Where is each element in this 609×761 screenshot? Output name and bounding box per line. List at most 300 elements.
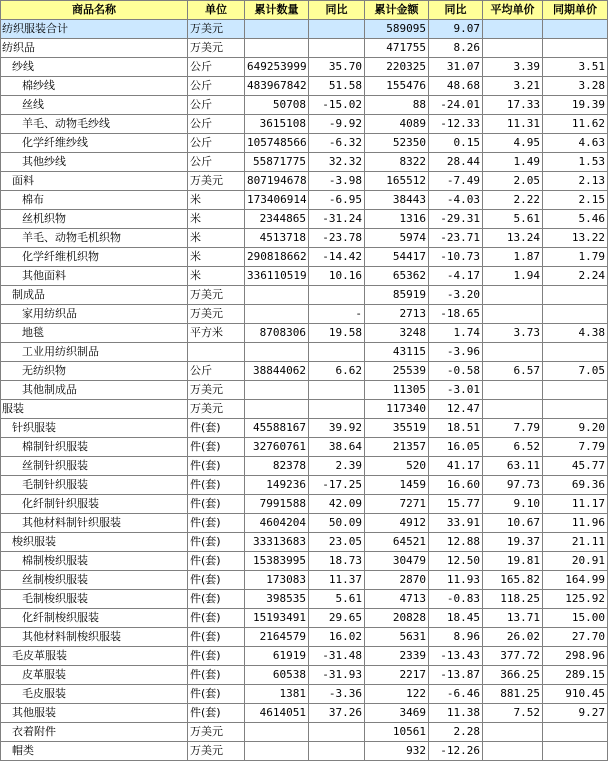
product-name-cell: 家用纺织品 — [1, 305, 188, 324]
prev-price-cell — [543, 400, 608, 419]
unit-cell: 件(套) — [188, 495, 245, 514]
qty-yoy-cell: -31.48 — [309, 647, 365, 666]
table-row — [1, 229, 608, 248]
prev-price-cell: 7.79 — [543, 438, 608, 457]
product-name-cell: 棉纱线 — [1, 77, 188, 96]
product-name-cell: 无纺织物 — [1, 362, 188, 381]
avg-price-cell: 13.71 — [483, 609, 543, 628]
unit-cell: 件(套) — [188, 609, 245, 628]
qty-cell: 3615108 — [245, 115, 309, 134]
avg-price-cell: 881.25 — [483, 685, 543, 704]
table-row — [1, 115, 608, 134]
qty-cell — [245, 343, 309, 362]
avg-price-cell: 26.02 — [483, 628, 543, 647]
table-row — [1, 704, 608, 723]
unit-cell: 件(套) — [188, 457, 245, 476]
qty-cell — [245, 723, 309, 742]
prev-price-cell: 2.24 — [543, 267, 608, 286]
qty-yoy-cell: -31.24 — [309, 210, 365, 229]
avg-price-cell: 19.81 — [483, 552, 543, 571]
amount-yoy-cell: -29.31 — [429, 210, 483, 229]
avg-price-cell — [483, 381, 543, 400]
amount-yoy-cell: 12.88 — [429, 533, 483, 552]
unit-cell: 万美元 — [188, 381, 245, 400]
table-row — [1, 96, 608, 115]
avg-price-cell: 2.22 — [483, 191, 543, 210]
avg-price-cell: 3.73 — [483, 324, 543, 343]
prev-price-cell: 9.27 — [543, 704, 608, 723]
qty-cell — [245, 400, 309, 419]
amount-cell: 7271 — [365, 495, 429, 514]
qty-yoy-cell: 50.09 — [309, 514, 365, 533]
amount-cell: 30479 — [365, 552, 429, 571]
amount-cell: 5974 — [365, 229, 429, 248]
table-row — [1, 191, 608, 210]
table-row — [1, 172, 608, 191]
table-row — [1, 343, 608, 362]
avg-price-cell: 6.52 — [483, 438, 543, 457]
prev-price-cell: 15.00 — [543, 609, 608, 628]
unit-cell: 米 — [188, 267, 245, 286]
product-name-cell: 其他服装 — [1, 704, 188, 723]
qty-yoy-cell — [309, 20, 365, 39]
qty-yoy-cell: -3.36 — [309, 685, 365, 704]
prev-price-cell: 910.45 — [543, 685, 608, 704]
prev-price-cell — [543, 381, 608, 400]
amount-yoy-cell: 11.38 — [429, 704, 483, 723]
table-row — [1, 647, 608, 666]
amount-cell: 1459 — [365, 476, 429, 495]
prev-price-cell: 298.96 — [543, 647, 608, 666]
qty-yoy-cell: 37.26 — [309, 704, 365, 723]
qty-yoy-cell: 11.37 — [309, 571, 365, 590]
col-header-avg-price: 平均单价 — [483, 1, 543, 20]
qty-cell: 649253999 — [245, 58, 309, 77]
qty-cell: 45588167 — [245, 419, 309, 438]
avg-price-cell: 2.05 — [483, 172, 543, 191]
amount-cell: 38443 — [365, 191, 429, 210]
qty-cell: 173406914 — [245, 191, 309, 210]
prev-price-cell: 11.17 — [543, 495, 608, 514]
prev-price-cell: 13.22 — [543, 229, 608, 248]
amount-cell: 4089 — [365, 115, 429, 134]
amount-yoy-cell: 16.05 — [429, 438, 483, 457]
table-row — [1, 324, 608, 343]
amount-yoy-cell: -0.58 — [429, 362, 483, 381]
avg-price-cell: 377.72 — [483, 647, 543, 666]
amount-yoy-cell: -3.01 — [429, 381, 483, 400]
amount-yoy-cell: -12.33 — [429, 115, 483, 134]
unit-cell: 公斤 — [188, 362, 245, 381]
prev-price-cell: 4.38 — [543, 324, 608, 343]
amount-cell: 21357 — [365, 438, 429, 457]
product-name-cell: 化学纤维纱线 — [1, 134, 188, 153]
amount-cell: 11305 — [365, 381, 429, 400]
table-row — [1, 400, 608, 419]
qty-cell: 15383995 — [245, 552, 309, 571]
product-name-cell: 针织服装 — [1, 419, 188, 438]
amount-cell: 8322 — [365, 153, 429, 172]
amount-yoy-cell: -4.03 — [429, 191, 483, 210]
qty-cell — [245, 742, 309, 761]
avg-price-cell: 3.39 — [483, 58, 543, 77]
prev-price-cell: 27.70 — [543, 628, 608, 647]
unit-cell: 米 — [188, 248, 245, 267]
product-name-cell: 化学纤维机织物 — [1, 248, 188, 267]
table-row — [1, 514, 608, 533]
qty-yoy-cell: -23.78 — [309, 229, 365, 248]
qty-cell: 61919 — [245, 647, 309, 666]
qty-yoy-cell — [309, 723, 365, 742]
prev-price-cell: 3.28 — [543, 77, 608, 96]
amount-cell: 65362 — [365, 267, 429, 286]
table-row — [1, 476, 608, 495]
qty-cell — [245, 20, 309, 39]
qty-yoy-cell: 35.70 — [309, 58, 365, 77]
unit-cell: 米 — [188, 191, 245, 210]
amount-cell: 54417 — [365, 248, 429, 267]
avg-price-cell: 9.10 — [483, 495, 543, 514]
table-row — [1, 305, 608, 324]
unit-cell: 件(套) — [188, 647, 245, 666]
product-name-cell: 纺织品 — [1, 39, 188, 58]
qty-cell: 4513718 — [245, 229, 309, 248]
prev-price-cell: 5.46 — [543, 210, 608, 229]
amount-yoy-cell: -12.26 — [429, 742, 483, 761]
amount-yoy-cell: 18.51 — [429, 419, 483, 438]
product-name-cell: 帽类 — [1, 742, 188, 761]
amount-cell: 88 — [365, 96, 429, 115]
prev-price-cell: 7.05 — [543, 362, 608, 381]
table-row — [1, 495, 608, 514]
unit-cell: 公斤 — [188, 58, 245, 77]
unit-cell: 万美元 — [188, 305, 245, 324]
product-name-cell: 丝机织物 — [1, 210, 188, 229]
prev-price-cell: 19.39 — [543, 96, 608, 115]
amount-yoy-cell: 0.15 — [429, 134, 483, 153]
col-header-amount-yoy: 同比 — [429, 1, 483, 20]
unit-cell: 公斤 — [188, 77, 245, 96]
qty-yoy-cell: -17.25 — [309, 476, 365, 495]
qty-yoy-cell — [309, 39, 365, 58]
table-row — [1, 457, 608, 476]
qty-yoy-cell — [309, 343, 365, 362]
table-row — [1, 533, 608, 552]
amount-yoy-cell: -13.43 — [429, 647, 483, 666]
qty-cell: 105748566 — [245, 134, 309, 153]
amount-yoy-cell: 41.17 — [429, 457, 483, 476]
amount-cell: 589095 — [365, 20, 429, 39]
unit-cell: 万美元 — [188, 20, 245, 39]
unit-cell: 万美元 — [188, 742, 245, 761]
unit-cell: 万美元 — [188, 172, 245, 191]
unit-cell: 件(套) — [188, 704, 245, 723]
product-name-cell: 皮革服装 — [1, 666, 188, 685]
qty-yoy-cell: -6.95 — [309, 191, 365, 210]
table-row — [1, 77, 608, 96]
qty-yoy-cell: -6.32 — [309, 134, 365, 153]
avg-price-cell — [483, 400, 543, 419]
amount-yoy-cell: -18.65 — [429, 305, 483, 324]
unit-cell: 件(套) — [188, 590, 245, 609]
amount-cell: 85919 — [365, 286, 429, 305]
table-row — [1, 381, 608, 400]
product-name-cell: 化纤制针织服装 — [1, 495, 188, 514]
unit-cell: 件(套) — [188, 666, 245, 685]
qty-yoy-cell: -3.98 — [309, 172, 365, 191]
amount-yoy-cell: 9.07 — [429, 20, 483, 39]
prev-price-cell: 45.77 — [543, 457, 608, 476]
avg-price-cell — [483, 286, 543, 305]
amount-cell: 20828 — [365, 609, 429, 628]
prev-price-cell: 11.62 — [543, 115, 608, 134]
qty-yoy-cell: 18.73 — [309, 552, 365, 571]
amount-yoy-cell: -13.87 — [429, 666, 483, 685]
avg-price-cell: 1.49 — [483, 153, 543, 172]
amount-cell: 35519 — [365, 419, 429, 438]
unit-cell: 米 — [188, 229, 245, 248]
qty-yoy-cell — [309, 742, 365, 761]
unit-cell: 件(套) — [188, 419, 245, 438]
avg-price-cell: 10.67 — [483, 514, 543, 533]
unit-cell — [188, 343, 245, 362]
unit-cell: 万美元 — [188, 286, 245, 305]
qty-cell — [245, 381, 309, 400]
product-name-cell: 毛皮革服装 — [1, 647, 188, 666]
product-name-cell: 羊毛、动物毛纱线 — [1, 115, 188, 134]
amount-yoy-cell: 31.07 — [429, 58, 483, 77]
product-name-cell: 其他制成品 — [1, 381, 188, 400]
avg-price-cell: 7.79 — [483, 419, 543, 438]
table-row — [1, 248, 608, 267]
prev-price-cell — [543, 286, 608, 305]
qty-cell — [245, 39, 309, 58]
qty-yoy-cell — [309, 286, 365, 305]
amount-yoy-cell: -23.71 — [429, 229, 483, 248]
amount-yoy-cell: 8.96 — [429, 628, 483, 647]
col-header-unit: 单位 — [188, 1, 245, 20]
avg-price-cell: 4.95 — [483, 134, 543, 153]
qty-cell: 4604204 — [245, 514, 309, 533]
qty-yoy-cell: -14.42 — [309, 248, 365, 267]
table-row — [1, 609, 608, 628]
amount-cell: 220325 — [365, 58, 429, 77]
prev-price-cell: 2.15 — [543, 191, 608, 210]
table-row — [1, 723, 608, 742]
qty-cell: 33313683 — [245, 533, 309, 552]
qty-yoy-cell: 6.62 — [309, 362, 365, 381]
qty-yoy-cell — [309, 381, 365, 400]
table-row — [1, 742, 608, 761]
avg-price-cell: 19.37 — [483, 533, 543, 552]
avg-price-cell — [483, 305, 543, 324]
avg-price-cell: 17.33 — [483, 96, 543, 115]
amount-cell: 2713 — [365, 305, 429, 324]
avg-price-cell: 63.11 — [483, 457, 543, 476]
amount-cell: 43115 — [365, 343, 429, 362]
qty-yoy-cell: - — [309, 305, 365, 324]
unit-cell: 万美元 — [188, 723, 245, 742]
col-header-qty-yoy: 同比 — [309, 1, 365, 20]
unit-cell: 件(套) — [188, 514, 245, 533]
product-name-cell: 毛制针织服装 — [1, 476, 188, 495]
amount-yoy-cell: -4.17 — [429, 267, 483, 286]
table-row — [1, 134, 608, 153]
amount-cell: 155476 — [365, 77, 429, 96]
unit-cell: 件(套) — [188, 571, 245, 590]
table-row — [1, 628, 608, 647]
qty-cell: 38844062 — [245, 362, 309, 381]
product-name-cell: 丝制针织服装 — [1, 457, 188, 476]
qty-cell: 8708306 — [245, 324, 309, 343]
amount-cell: 3469 — [365, 704, 429, 723]
unit-cell: 件(套) — [188, 685, 245, 704]
qty-yoy-cell: -15.02 — [309, 96, 365, 115]
amount-yoy-cell: -24.01 — [429, 96, 483, 115]
unit-cell: 件(套) — [188, 533, 245, 552]
qty-yoy-cell: 2.39 — [309, 457, 365, 476]
table-row — [1, 590, 608, 609]
qty-yoy-cell: 32.32 — [309, 153, 365, 172]
amount-yoy-cell: 15.77 — [429, 495, 483, 514]
qty-cell: 60538 — [245, 666, 309, 685]
avg-price-cell — [483, 343, 543, 362]
table-row — [1, 153, 608, 172]
qty-yoy-cell: 16.02 — [309, 628, 365, 647]
amount-yoy-cell: -10.73 — [429, 248, 483, 267]
prev-price-cell: 125.92 — [543, 590, 608, 609]
avg-price-cell — [483, 39, 543, 58]
prev-price-cell: 1.53 — [543, 153, 608, 172]
table-row — [1, 58, 608, 77]
qty-cell — [245, 286, 309, 305]
qty-cell: 149236 — [245, 476, 309, 495]
unit-cell: 米 — [188, 210, 245, 229]
product-name-cell: 羊毛、动物毛机织物 — [1, 229, 188, 248]
qty-cell: 173083 — [245, 571, 309, 590]
product-name-cell: 棉布 — [1, 191, 188, 210]
avg-price-cell — [483, 742, 543, 761]
col-header-cumulative-amount: 累计金额 — [365, 1, 429, 20]
table-row — [1, 438, 608, 457]
col-header-product-name: 商品名称 — [1, 1, 188, 20]
prev-price-cell: 69.36 — [543, 476, 608, 495]
table-row — [1, 552, 608, 571]
prev-price-cell — [543, 343, 608, 362]
amount-cell: 25539 — [365, 362, 429, 381]
amount-yoy-cell: 28.44 — [429, 153, 483, 172]
amount-yoy-cell: 1.74 — [429, 324, 483, 343]
avg-price-cell — [483, 723, 543, 742]
amount-cell: 4713 — [365, 590, 429, 609]
qty-yoy-cell: 19.58 — [309, 324, 365, 343]
qty-cell: 398535 — [245, 590, 309, 609]
table-row — [1, 419, 608, 438]
amount-cell: 471755 — [365, 39, 429, 58]
table-row — [1, 20, 608, 39]
qty-yoy-cell: 23.05 — [309, 533, 365, 552]
table-row — [1, 685, 608, 704]
product-name-cell: 衣着附件 — [1, 723, 188, 742]
product-name-cell: 毛制梭织服装 — [1, 590, 188, 609]
table-row — [1, 267, 608, 286]
prev-price-cell — [543, 723, 608, 742]
avg-price-cell: 13.24 — [483, 229, 543, 248]
amount-cell: 117340 — [365, 400, 429, 419]
unit-cell: 公斤 — [188, 153, 245, 172]
amount-yoy-cell: -3.20 — [429, 286, 483, 305]
qty-yoy-cell — [309, 400, 365, 419]
product-name-cell: 丝制梭织服装 — [1, 571, 188, 590]
qty-cell: 7991588 — [245, 495, 309, 514]
prev-price-cell: 9.20 — [543, 419, 608, 438]
qty-cell — [245, 305, 309, 324]
prev-price-cell: 11.96 — [543, 514, 608, 533]
prev-price-cell: 4.63 — [543, 134, 608, 153]
amount-cell: 5631 — [365, 628, 429, 647]
product-name-cell: 棉制针织服装 — [1, 438, 188, 457]
unit-cell: 公斤 — [188, 115, 245, 134]
prev-price-cell — [543, 305, 608, 324]
qty-cell: 55871775 — [245, 153, 309, 172]
table-row — [1, 571, 608, 590]
qty-cell: 483967842 — [245, 77, 309, 96]
avg-price-cell: 165.82 — [483, 571, 543, 590]
qty-cell: 290818662 — [245, 248, 309, 267]
avg-price-cell: 97.73 — [483, 476, 543, 495]
avg-price-cell: 366.25 — [483, 666, 543, 685]
amount-yoy-cell: 11.93 — [429, 571, 483, 590]
qty-cell: 50708 — [245, 96, 309, 115]
product-name-cell: 其他材料制针织服装 — [1, 514, 188, 533]
qty-yoy-cell: 51.58 — [309, 77, 365, 96]
prev-price-cell: 164.99 — [543, 571, 608, 590]
header-row — [1, 1, 608, 20]
amount-yoy-cell: 33.91 — [429, 514, 483, 533]
qty-yoy-cell: 42.09 — [309, 495, 365, 514]
product-name-cell: 其他材料制梭织服装 — [1, 628, 188, 647]
amount-cell: 2870 — [365, 571, 429, 590]
product-name-cell: 其他面料 — [1, 267, 188, 286]
amount-yoy-cell: 12.47 — [429, 400, 483, 419]
unit-cell: 件(套) — [188, 438, 245, 457]
product-name-cell: 其他纱线 — [1, 153, 188, 172]
amount-cell: 1316 — [365, 210, 429, 229]
amount-yoy-cell: 12.50 — [429, 552, 483, 571]
amount-cell: 4912 — [365, 514, 429, 533]
qty-yoy-cell: 10.16 — [309, 267, 365, 286]
qty-cell: 4614051 — [245, 704, 309, 723]
amount-yoy-cell: -7.49 — [429, 172, 483, 191]
qty-cell: 32760761 — [245, 438, 309, 457]
amount-cell: 52350 — [365, 134, 429, 153]
product-name-cell: 毛皮服装 — [1, 685, 188, 704]
qty-cell: 1381 — [245, 685, 309, 704]
table-row — [1, 286, 608, 305]
product-name-cell: 纺织服装合计 — [1, 20, 188, 39]
qty-yoy-cell: 38.64 — [309, 438, 365, 457]
qty-yoy-cell: 29.65 — [309, 609, 365, 628]
amount-yoy-cell: 8.26 — [429, 39, 483, 58]
qty-cell: 807194678 — [245, 172, 309, 191]
prev-price-cell: 289.15 — [543, 666, 608, 685]
avg-price-cell: 5.61 — [483, 210, 543, 229]
avg-price-cell: 3.21 — [483, 77, 543, 96]
product-name-cell: 服装 — [1, 400, 188, 419]
amount-cell: 64521 — [365, 533, 429, 552]
table-row — [1, 666, 608, 685]
amount-cell: 3248 — [365, 324, 429, 343]
